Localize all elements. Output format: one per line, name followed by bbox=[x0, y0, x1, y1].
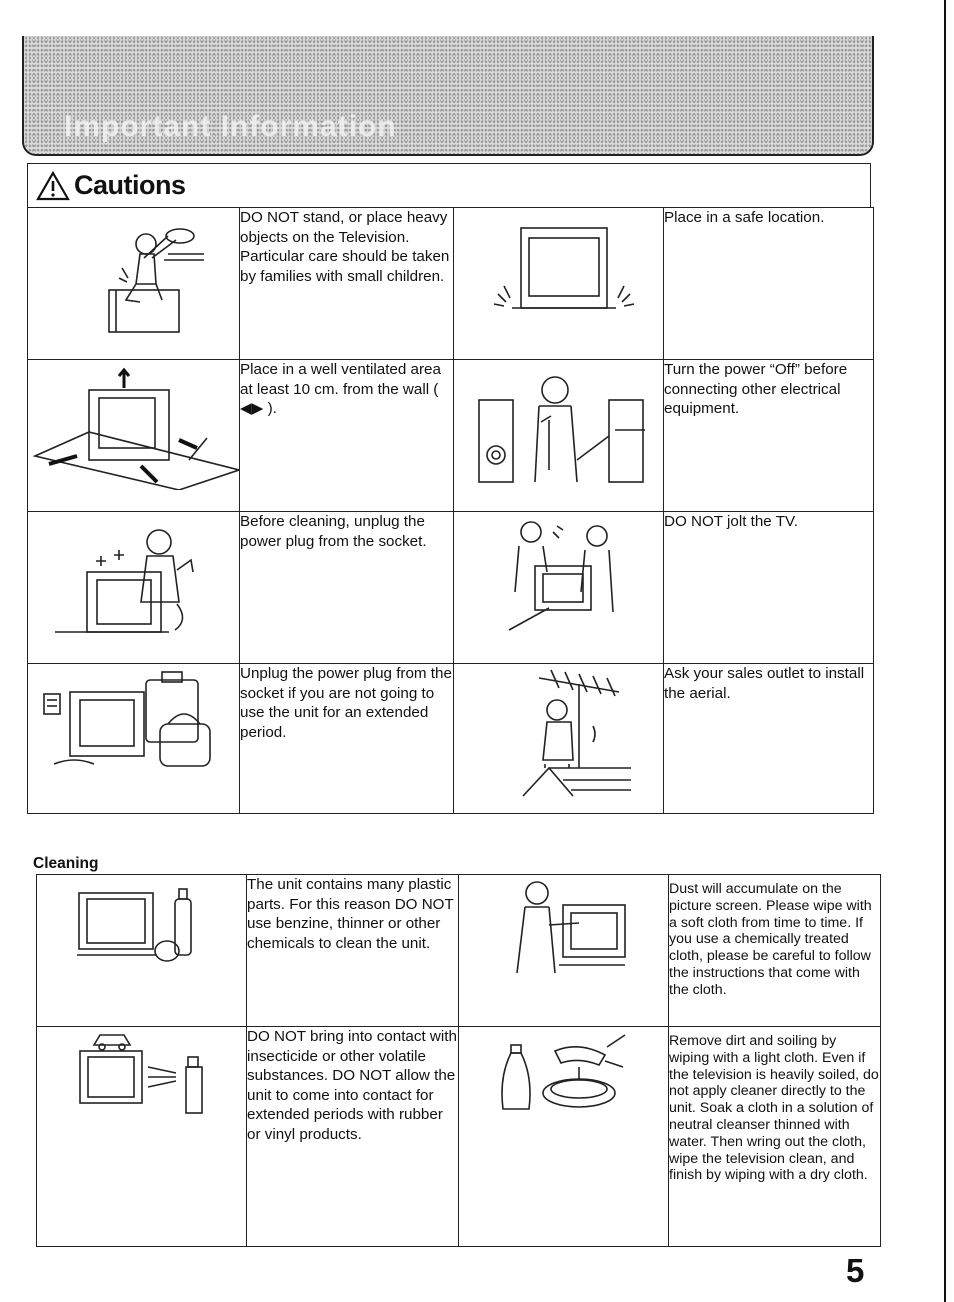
cleaning-text: Remove dirt and soiling by wiping with a light cloth. Even if the television is heavily soiled, do not apply cleaner directly to the unit. Soak a cloth in a solution of neutral cleanser thinned with water. Then wring out the cloth, wipe the television clean, and finish by wiping with a dry cloth. bbox=[669, 1027, 881, 1247]
caution-text: Place in a well ventilated area at least 10 cm. from the wall ( ◀▶ ). bbox=[240, 360, 454, 512]
illustration-tv-with-toy-and-spray bbox=[37, 1027, 247, 1247]
header-banner bbox=[22, 36, 874, 156]
illustration-two-men-carrying bbox=[454, 512, 664, 664]
page-number: 5 bbox=[846, 1252, 865, 1289]
table-row bbox=[28, 360, 874, 512]
table-row bbox=[37, 875, 881, 1027]
illustration-tv-safe bbox=[454, 208, 664, 360]
caution-text: DO NOT jolt the TV. bbox=[664, 512, 874, 664]
illustration-wringing-cloth bbox=[459, 1027, 669, 1247]
illustration-aerial-installer bbox=[454, 664, 664, 814]
illustration-woman-unplugging bbox=[28, 512, 240, 664]
caution-text: Turn the power “Off” before connecting other electrical equipment. bbox=[664, 360, 874, 512]
cleaning-text: DO NOT bring into contact with insecticide or other volatile substances. DO NOT allow the unit to come into contact for extended periods with rubber or vinyl products. bbox=[247, 1027, 459, 1247]
illustration-tv-and-chemicals bbox=[37, 875, 247, 1027]
cautions-table bbox=[27, 207, 874, 814]
table-row bbox=[28, 664, 874, 814]
illustration-woman-wiping-screen bbox=[459, 875, 669, 1027]
cautions-header bbox=[27, 163, 871, 207]
banner-title: Important Information bbox=[64, 110, 397, 143]
caution-text: Before cleaning, unplug the power plug from the socket. bbox=[240, 512, 454, 664]
illustration-child-on-tv bbox=[28, 208, 240, 360]
cleaning-section-title: Cleaning bbox=[33, 855, 99, 872]
warning-triangle-icon bbox=[36, 171, 70, 201]
cautions-title: Cautions bbox=[74, 170, 186, 200]
cleaning-text: Dust will accumulate on the picture screen. Please wipe with a soft cloth from time to time. If you use a chemically treated cloth, please be careful to follow the instructions that come with the cloth. bbox=[669, 875, 881, 1027]
table-row bbox=[28, 208, 874, 360]
cleaning-table bbox=[36, 874, 881, 1247]
table-row bbox=[37, 1027, 881, 1247]
cleaning-text: The unit contains many plastic parts. For this reason DO NOT use benzine, thinner or other chemicals to clean the unit. bbox=[247, 875, 459, 1027]
caution-text: DO NOT stand, or place heavy objects on the Television. Particular care should be taken by families with small children. bbox=[240, 208, 454, 360]
caution-text: Place in a safe location. bbox=[664, 208, 874, 360]
table-row bbox=[28, 512, 874, 664]
page-edge-line bbox=[944, 0, 946, 1302]
caution-text: Unplug the power plug from the socket if you are not going to use the unit for an extended period. bbox=[240, 664, 454, 814]
illustration-tv-with-luggage bbox=[28, 664, 240, 814]
illustration-ventilation bbox=[28, 360, 240, 512]
caution-text: Ask your sales outlet to install the aerial. bbox=[664, 664, 874, 814]
illustration-man-connecting bbox=[454, 360, 664, 512]
